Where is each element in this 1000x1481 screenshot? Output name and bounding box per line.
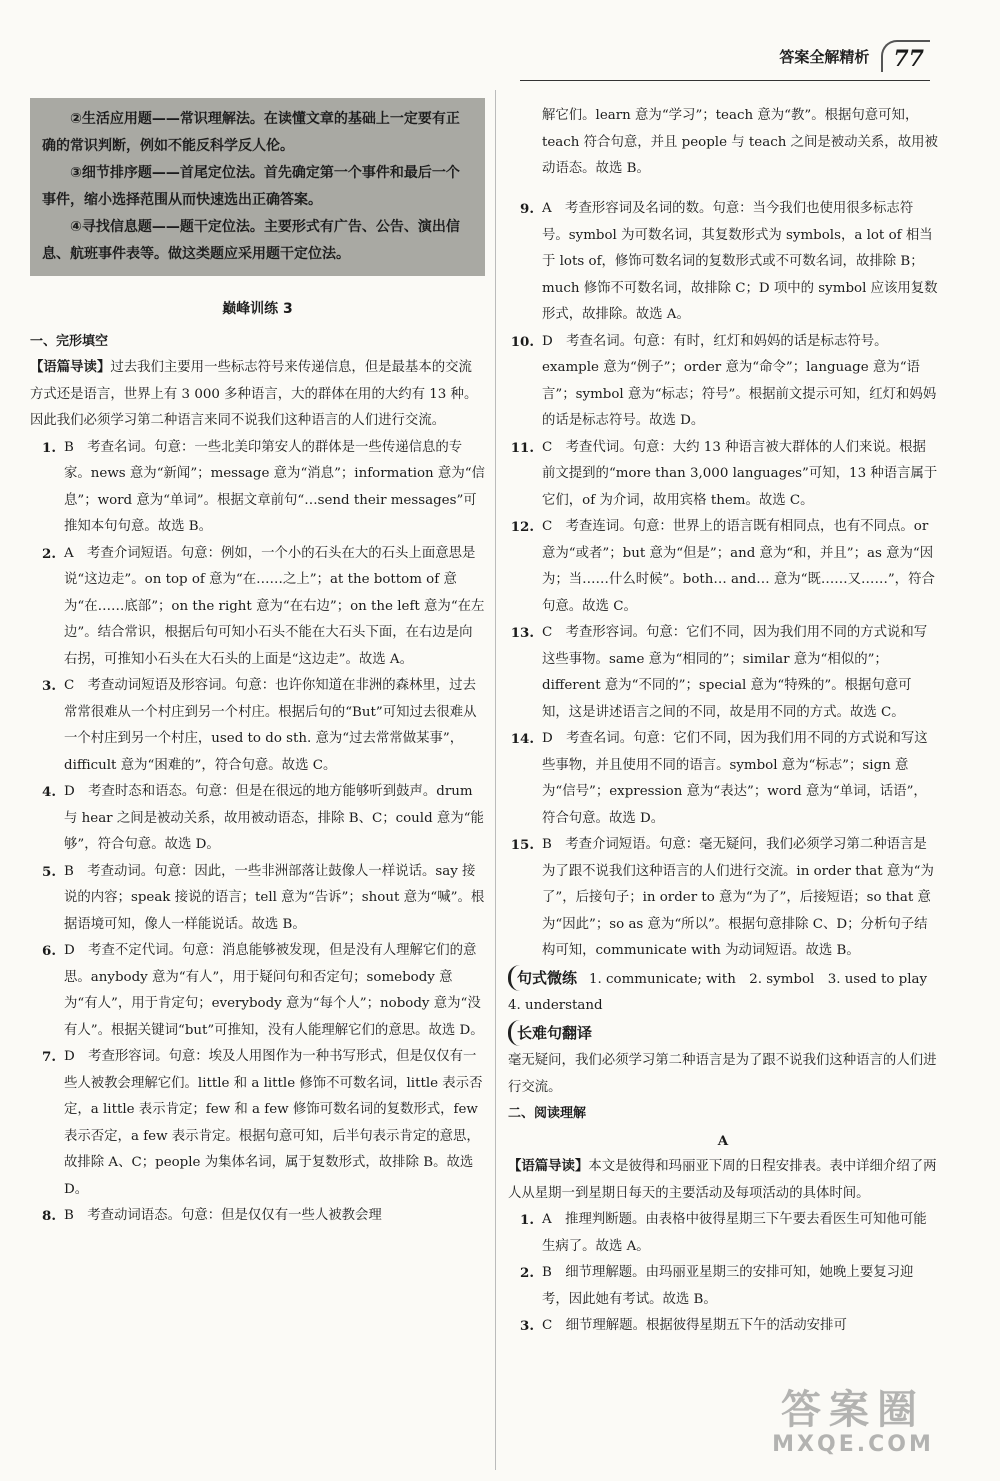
pattern-practice — [508, 965, 941, 1020]
header-rule — [520, 80, 930, 81]
item-number: 8. — [42, 1208, 56, 1224]
tip-4: ④寻找信息题——题干定位法。主要形式有广告、公告、演出信息、航班事件表等。做这类题应采用题干定位法。 — [42, 219, 460, 262]
answer-item — [30, 541, 485, 674]
item-number: 2. — [520, 1265, 534, 1282]
reading-section-letter: A — [717, 1132, 729, 1149]
item-explanation: B 考查动词语态。句意：但是仅仅有一些人被教会理 — [64, 1208, 382, 1223]
answer-item — [30, 1044, 485, 1203]
header-title: 答案全解精析 — [779, 47, 870, 66]
item-explanation: D 考查形容词。句意：埃及人用图作为一种书写形式，但是仅仅有一些人被教会理解它们。little 和 a little 修饰不可数名词，little 表示否定，a little 表示肯定；few 和 a few 修饰可数名词的复数形式，few 表示否定，a few 表示肯定。根据句意可知，后半句表示肯定的意思，故排除 A、C；people 为集体名词，属于复数形式，故排除 B。故选 D。 — [64, 1049, 483, 1197]
item-number: 5. — [42, 863, 56, 880]
guide-tag: 【语篇导读】 — [30, 360, 111, 375]
item-explanation: D 考查时态和语态。句意：但是在很远的地方能够听到鼓声。drum 与 hear 之间是被动关系，故用被动语态，排除 B、C；could 意为“能够”，符合句意。故选 D。 — [64, 784, 484, 852]
answer-item — [508, 726, 938, 832]
part-two-heading: 二、阅读理解 — [508, 1106, 587, 1122]
item-number: 7. — [42, 1049, 56, 1065]
item-explanation: A 推理判断题。由表格中彼得星期三下午要去看医生可知他可能生病了。故选 A。 — [542, 1212, 927, 1254]
reading-guide — [508, 1154, 938, 1207]
item-explanation: C 考查形容词。句意：它们不同，因为我们用不同的方式说和写这些事物。same 意为“相同的”；similar 意为“相似的”；different 意为“不同的”；special 意为“特殊的”。根据句意可知，这是讲述语言之间的不同，故是用不同的方式。故选 C。 — [542, 625, 928, 720]
answer-item — [508, 1313, 938, 1340]
answer-item — [508, 1260, 938, 1313]
item-number: 3. — [520, 1318, 534, 1335]
item-explanation: B 考查名词。句意：一些北美印第安人的群体是一些传递信息的专家。news 意为“新闻”；message 意为“消息”；information 意为“信息”；word 意为“单词”。根据文章前句“…send their messages”可推知本句句意。故选 B。 — [64, 439, 485, 534]
item-explanation: C 考查代词。句意：大约 13 种语言被大群体的人们来说。根据前文提到的“more than 3,000 languages”可知，13 种语言属于它们，of 为介词，故用宾格 them。故选 C。 — [542, 439, 938, 508]
tip-3: ③细节排序题——首尾定位法。首先确定第一个事件和最后一个事件，缩小选择范围从而快速选出正确答案。 — [42, 165, 460, 208]
item-explanation: B 细节理解题。由玛丽亚星期三的安排可知，她晚上要复习迎考，因此她有考试。故选 B。 — [542, 1265, 914, 1307]
item-explanation: A 考查形容词及名词的数。句意：当今我们也使用很多标志符号。symbol 为可数名词，其复数形式为 symbols，a lot of 相当于 lots of，修饰可数名词的复数形式或不可数名词，故排除 B；much 修饰不可数名词，故排除 C；D 项中的 symbol 应该用复数形式，故排除。故选 A。 — [542, 201, 938, 323]
answer-item — [508, 832, 938, 965]
answer-item — [30, 1203, 485, 1230]
pattern-practice-label: 句式微练 — [508, 965, 583, 992]
item-explanation: B 考查介词短语。句意：毫无疑问，我们必须学习第二种语言是为了跟不说我们这种语言的人们进行交流。in order that 意为“为了”，后接句子；in order to 意为“为了”，后接短语；so that 意为“因此”；so as 意为“所以”。根据句意排除 C、D；分析句子结构可知，communicate with 为动词短语。故选 B。 — [542, 837, 934, 959]
item-explanation: D 考查不定代词。句意：消息能够被发现，但是没有人理解它们的意思。anybody 意为“有人”，用于疑问句和否定句；somebody 意为“有人”，用于肯定句；everybody 意为“每个人”；nobody 意为“没有人”。根据关键词“but”可推知，没有人能理解它们的意思。故选 D。 — [64, 943, 484, 1038]
answer-item — [30, 938, 485, 1044]
item-explanation: A 考查介词短语。句意：例如，一个小的石头在大的石头上面意思是说“这边走”。on top of 意为“在……之上”；at the bottom of 意为“在……底部”；on the right 意为“在右边”；on the left 意为“在左边”。结合常识，根据后句可知小石头不能在大石头下面，在右边是向右拐，可推知小石头在大石头的上面是“这边走”。故选 A。 — [64, 545, 485, 667]
item-explanation: C 细节理解题。根据彼得星期五下午的活动安排可 — [542, 1318, 847, 1334]
answer-item — [508, 196, 938, 329]
page-number: 77 — [881, 40, 930, 72]
site-watermark — [728, 1388, 978, 1463]
item-number: 4. — [42, 784, 56, 800]
translation-text: 毫无疑问，我们必须学习第二种语言是为了跟不说我们这种语言的人们进行交流。 — [508, 1053, 937, 1095]
item-number: 3. — [42, 678, 56, 694]
watermark-domain: MXQE.COM — [772, 1432, 934, 1457]
reading-guide-text: 本文是彼得和玛丽亚下周的日程安排表。表中详细介绍了两人从星期一到星期日每天的主要活动及每项活动的具体时间。 — [508, 1159, 937, 1201]
item-explanation: D 考查名词。句意：有时，红灯和妈妈的话是标志符号。example 意为“例子”；order 意为“命令”；language 意为“语言”；symbol 意为“标志；符号”。根据前文提示可知，红灯和妈妈的话是标志符号。故选 D。 — [542, 333, 937, 429]
passage-guide — [30, 355, 485, 435]
tips-box — [30, 98, 485, 276]
right-column — [508, 90, 941, 1340]
item-explanation: C 考查动词短语及形容词。句意：也许你知道在非洲的森林里，过去常常很难从一个村庄到另一个村庄。根据后句的“But”可知过去很难从一个村庄到另一个村庄，used to do sth. 意为“过去常常做某事”，difficult 意为“困难的”，符合句意。故选 C。 — [64, 678, 477, 773]
reading-guide-tag: 【语篇导读】 — [508, 1159, 589, 1175]
item-number: 2. — [42, 545, 56, 562]
answer-item — [508, 1207, 938, 1260]
answer-item — [508, 514, 938, 620]
item-number: 1. — [520, 1212, 534, 1229]
item-explanation: C 考查连词。句意：世界上的语言既有相同点，也有不同点。or 意为“或者”；but 意为“但是”；and 意为“和，并且”；as 意为“因为；当……什么时候”。both… and… 意为“既……又……”，符合句意。故选 C。 — [542, 519, 935, 614]
answer-item — [508, 620, 938, 726]
item-number: 14. — [510, 731, 534, 748]
answer-item — [508, 435, 938, 515]
item-8-continuation: 解它们。learn 意为“学习”；teach 意为“教”。根据句意可知，teach 符合句意，并且 people 与 teach 之间是被动关系，故用被动语态。故选 B。 — [542, 108, 938, 177]
item-explanation: D 考查名词。句意：它们不同，因为我们用不同的方式说和写这些事物，并且使用不同的语言。symbol 意为“标志”；sign 意为“信号”；expression 意为“表达”；word 意为“单词，话语”，符合句意。故选 D。 — [542, 731, 928, 826]
answer-item — [30, 779, 485, 859]
answer-item — [30, 859, 485, 939]
translation-label: 长难句翻译 — [508, 1020, 598, 1047]
item-number: 13. — [510, 625, 534, 642]
left-column — [30, 90, 485, 1230]
translation-heading — [508, 1020, 938, 1049]
answer-item — [30, 435, 485, 541]
section-title: 巅峰训练 3 — [222, 301, 293, 317]
item-number: 11. — [510, 439, 534, 456]
item-number: 1. — [42, 439, 56, 456]
watermark-logo-text: 答案圈 — [781, 1387, 925, 1433]
part-one-heading: 一、完形填空 — [30, 333, 109, 349]
pattern-answers: 1. communicate; with 2. symbol 3. used to play 4. understand — [508, 971, 941, 1014]
item-number: 12. — [510, 519, 534, 536]
item-explanation: B 考查动词。句意：因此，一些非洲部落让鼓像人一样说话。say 接说的内容；speak 接说的语言；tell 意为“告诉”；shout 意为“喊”。根据语境可知，像人一样能说话。故选 B。 — [64, 863, 485, 932]
item-number: 9. — [520, 201, 534, 218]
item-number: 6. — [42, 943, 56, 959]
guide-text: 过去我们主要用一些标志符号来传递信息，但是最基本的交流方式还是语言，世界上有 3 000 多种语言，大的群体在用的大约有 13 种。因此我们必须学习第二种语言来同不说我们这种语言的人们进行交流。 — [30, 360, 478, 428]
item-number: 10. — [510, 333, 534, 350]
answer-item — [508, 329, 938, 435]
tip-2: ②生活应用题——常识理解法。在读懂文章的基础上一定要有正确的常识判断，例如不能反科学反人伦。 — [42, 111, 460, 154]
item-number: 15. — [510, 837, 534, 854]
column-divider — [495, 90, 496, 1470]
page-header — [779, 40, 930, 72]
answer-item — [30, 673, 485, 779]
